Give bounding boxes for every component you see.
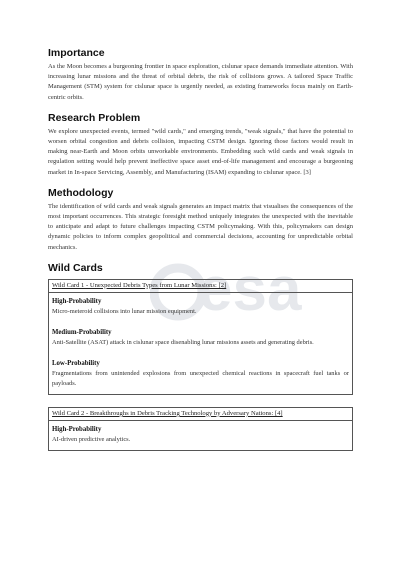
wild-card-1-low-text: Fragmentations from unintended explosions from unexpected chemical reactions in spacecraft fuel tanks or payloads. bbox=[52, 369, 349, 387]
research-problem-heading: Research Problem bbox=[48, 111, 141, 124]
wild-card-1-medium-text: Anti-Satellite (ASAT) attack in cislunar space disenabling lunar missions assets and generating debris. bbox=[52, 338, 314, 346]
wild-card-1-low-label: Low-Probability bbox=[52, 359, 100, 367]
importance-heading: Importance bbox=[48, 47, 105, 59]
document-page bbox=[48, 46, 353, 451]
importance-text: As the Moon becomes a burgeoning frontier in space exploration, cislunar space demands immediate attention. With increasing lunar missions and the threat of orbital debris, the risk of collisions grows. A tailored Space Traffic Management (STM) system for cislunar space is urgently needed, as existing frameworks focus mainly on Earth-centric orbits. bbox=[48, 63, 353, 101]
wild-cards-heading: Wild Cards bbox=[48, 261, 103, 274]
wild-card-1-high-text: Micro-meteroid collisions into lunar mission equipment. bbox=[52, 307, 197, 315]
wild-card-1-high-label: High-Probability bbox=[52, 297, 102, 305]
wild-card-1 bbox=[48, 279, 353, 395]
methodology-text: The identification of wild cards and weak signals generates an impact matrix that visualises the consequences of the most important occurrences. This strategic foresight method uniquely integrates the unexpected with the inevitable to anticipate and adapt to future challenges impacting CSTM policymaking. With this, policymakers can design dynamic policies to inform complex geopolitical and commercial decisions, accounting for unpredictable orbital mechanics. bbox=[48, 202, 353, 251]
wild-card-2-high-label: High-Probability bbox=[52, 425, 102, 433]
wild-card-1-title: Wild Card 1 - Unexpected Debris Types from Lunar Missions: [2] bbox=[49, 280, 352, 293]
wild-cards-section bbox=[48, 261, 353, 451]
svg-text:esa: esa bbox=[198, 255, 302, 324]
methodology-heading: Methodology bbox=[48, 186, 114, 199]
wild-card-2-high-text: AI-driven predictive analytics. bbox=[52, 435, 131, 443]
wild-card-2-title: Wild Card 2 - Breakthroughs in Debris Tracking Technology by Adversary Nations: [4] bbox=[49, 408, 352, 421]
importance-section bbox=[48, 46, 353, 103]
wild-card-1-medium-label: Medium-Probability bbox=[52, 328, 112, 336]
research-problem-text: We explore unexpected events, termed "wild cards," and emerging trends, "weak signals," that have the potential to worsen orbital congestion and debris collision, impacting CSTM design. Ignoring those factors would result in making near-Earth and Moon orbits unworkable environments. Embedding such wild cards and weak signals in regulation setting would help prevent ineffective space asset end-of-life management and encourage a burgeoning market in In-space Servicing, Assembly, and Manufacturing (ISAM) expanding to cislunar space. [3] bbox=[48, 127, 353, 176]
wild-card-2 bbox=[48, 407, 353, 451]
research-problem-section bbox=[48, 111, 353, 178]
methodology-section bbox=[48, 186, 353, 253]
